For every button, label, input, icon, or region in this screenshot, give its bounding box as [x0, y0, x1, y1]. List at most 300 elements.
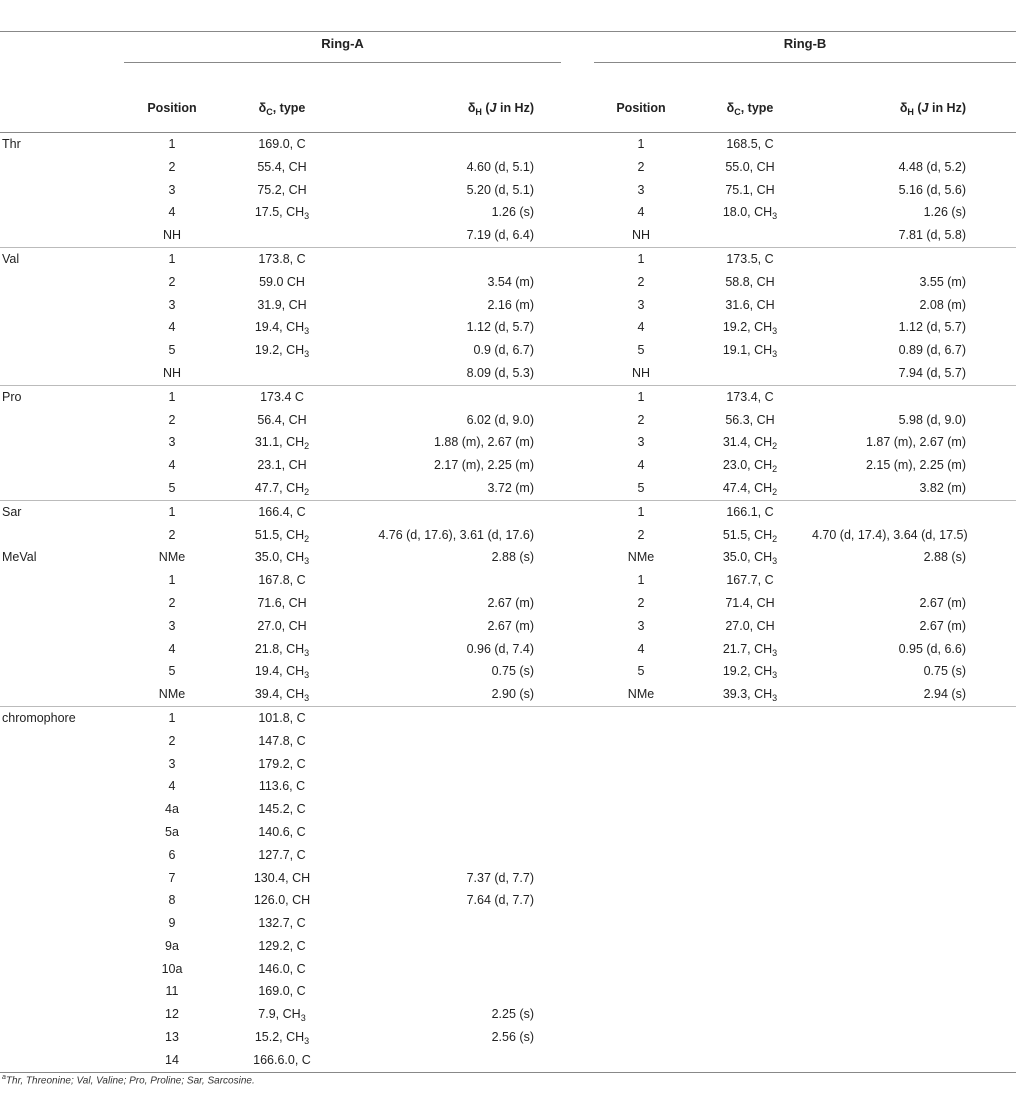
dh-a-cell: 2.17 (m), 2.25 (m)	[433, 458, 534, 473]
footnote-text: Thr, Threonine; Val, Valine; Pro, Proline; Sar, Sarcosine.	[5, 1075, 255, 1087]
position-a-cell: 2	[168, 274, 176, 289]
col-dc-b: $\delta_C$, type	[688, 84, 812, 133]
position-b-cell: 2	[637, 412, 645, 427]
position-b-cell: 2	[637, 595, 645, 610]
dh-b-cell: 4.70 (d, 17.4), 3.64 (d, 17.5)	[812, 527, 968, 542]
group-cell	[0, 179, 124, 202]
position-b-cell: 1	[637, 573, 645, 588]
position-a-cell: 1	[124, 385, 220, 408]
position-b-cell: 2	[637, 527, 645, 542]
group-cell	[0, 1026, 124, 1049]
dc-a-cell: 140.6, C	[258, 824, 306, 839]
dc-b-cell	[688, 1003, 812, 1026]
dc-b-cell	[688, 224, 812, 247]
group-cell	[0, 294, 124, 317]
group-cell	[0, 638, 124, 661]
dh-b-cell	[812, 935, 1016, 958]
position-b-cell: 3	[637, 618, 645, 633]
dc-b-cell: 21.7, $CH_3$	[722, 641, 778, 658]
table-row	[0, 1026, 1016, 1049]
group-cell	[0, 753, 124, 776]
dc-a-cell: 127.7, C	[258, 847, 306, 862]
group-cell	[0, 889, 124, 912]
dh-a-cell: 3.54 (m)	[487, 274, 534, 289]
dc-a-cell: 71.6, CH	[257, 595, 307, 610]
dh-a-cell: 4.60 (d, 5.1)	[466, 159, 534, 174]
position-a-cell: 4a	[165, 802, 179, 817]
group-cell	[0, 409, 124, 432]
group-cell	[0, 935, 124, 958]
dh-a-cell	[344, 775, 594, 798]
col-dc-a: $\delta_C$, type	[220, 84, 344, 133]
dh-a-cell: 7.37 (d, 7.7)	[466, 870, 534, 885]
position-a-cell: 14	[124, 1049, 220, 1072]
position-b-cell: 1	[594, 133, 688, 156]
dc-b-cell: 58.8, CH	[725, 274, 775, 289]
group-cell: Thr	[0, 133, 124, 156]
dc-a-cell: 31.9, CH	[257, 297, 307, 312]
position-a-cell: 1	[168, 573, 176, 588]
dh-a-cell: 2.67 (m)	[487, 618, 534, 633]
dh-a-cell: 7.64 (d, 7.7)	[466, 893, 534, 908]
table-row	[0, 362, 1016, 385]
dc-a-cell: 21.8, $CH_3$	[254, 641, 310, 658]
position-b-cell: 4	[637, 458, 645, 473]
dh-b-cell	[812, 889, 1016, 912]
position-b-cell	[594, 730, 688, 753]
dh-b-cell: 7.94 (d, 5.7)	[898, 365, 966, 380]
table-row	[0, 1049, 1016, 1072]
dc-b-cell: 75.1, CH	[725, 182, 775, 197]
dh-b-cell: 2.08 (m)	[919, 297, 966, 312]
dh-b-cell: 0.75 (s)	[923, 664, 966, 679]
dh-b-cell	[812, 821, 1016, 844]
dh-b-cell: 1.87 (m), 2.67 (m)	[865, 435, 966, 450]
dh-b-cell: 2.67 (m)	[919, 595, 966, 610]
dc-a-cell	[220, 224, 344, 247]
dc-a-cell: 51.5, $CH_2$	[254, 527, 310, 544]
group-cell	[0, 844, 124, 867]
position-a-cell: 9a	[165, 938, 179, 953]
table-row	[0, 133, 1016, 156]
table-top-rule	[0, 31, 1016, 32]
dc-a-cell: 15.2, $CH_3$	[254, 1030, 310, 1047]
col-position-a: Position	[124, 84, 220, 133]
dc-b-cell	[688, 821, 812, 844]
dh-a-cell: 1.88 (m), 2.67 (m)	[433, 435, 534, 450]
dc-b-cell: 173.4, C	[688, 385, 812, 408]
position-b-cell	[594, 980, 688, 1003]
position-a-cell: 2	[168, 733, 176, 748]
position-b-cell: 1	[594, 247, 688, 270]
dc-a-cell: 113.6, C	[258, 779, 306, 794]
table-footnote	[2, 1074, 255, 1086]
dc-b-cell	[688, 935, 812, 958]
dc-b-cell	[688, 844, 812, 867]
dc-b-cell	[688, 1026, 812, 1049]
dh-b-cell: 2.88 (s)	[923, 550, 966, 565]
position-a-cell: 2	[168, 595, 176, 610]
dh-a-cell	[344, 798, 594, 821]
table-row	[0, 1003, 1016, 1026]
dc-b-cell: 71.4, CH	[725, 595, 775, 610]
position-a-cell: 13	[165, 1030, 179, 1045]
table-row	[0, 156, 1016, 179]
table-row	[0, 247, 1016, 270]
position-b-cell	[594, 935, 688, 958]
dh-a-cell: 6.02 (d, 9.0)	[466, 412, 534, 427]
group-cell: chromophore	[0, 706, 124, 729]
position-b-cell	[594, 775, 688, 798]
position-a-cell: NMe	[158, 687, 186, 702]
position-a-cell: 1	[124, 500, 220, 523]
table-row	[0, 385, 1016, 408]
position-a-cell: 3	[168, 435, 176, 450]
dh-a-cell: 3.72 (m)	[487, 480, 534, 495]
dc-a-cell: 167.8, C	[258, 573, 306, 588]
nmr-data-table	[0, 36, 1016, 1073]
dc-b-cell: 23.0, $CH_2$	[722, 458, 778, 475]
dh-a-cell: 2.25 (s)	[491, 1007, 534, 1022]
table-row	[0, 569, 1016, 592]
group-cell	[0, 362, 124, 385]
dh-b-cell: 2.94 (s)	[923, 687, 966, 702]
position-a-cell: 4	[168, 779, 176, 794]
dc-a-cell: 7.9, $CH_3$	[258, 1007, 306, 1024]
group-cell	[0, 660, 124, 683]
dc-a-cell: 166.4, C	[220, 500, 344, 523]
group-cell	[0, 912, 124, 935]
dh-a-cell: 0.75 (s)	[491, 664, 534, 679]
dc-b-cell: 31.4, $CH_2$	[722, 435, 778, 452]
dh-a-cell	[344, 980, 594, 1003]
group-cell	[0, 454, 124, 477]
dh-a-cell: 2.56 (s)	[491, 1030, 534, 1045]
dh-a-cell	[344, 935, 594, 958]
dc-b-cell	[688, 362, 812, 385]
dh-a-cell	[344, 753, 594, 776]
position-b-cell: 1	[594, 500, 688, 523]
position-a-cell: 3	[168, 297, 176, 312]
group-cell	[0, 683, 124, 706]
dh-a-cell	[344, 385, 594, 408]
dc-a-cell: 132.7, C	[258, 916, 306, 931]
dh-a-cell: 1.26 (s)	[491, 205, 534, 220]
table-row	[0, 935, 1016, 958]
group-cell	[0, 730, 124, 753]
dc-a-cell: 169.0, C	[258, 984, 306, 999]
dh-a-cell: 8.09 (d, 5.3)	[466, 365, 534, 380]
table-row	[0, 958, 1016, 981]
group-cell	[0, 980, 124, 1003]
dc-b-cell	[688, 775, 812, 798]
col-position-b: Position	[594, 84, 688, 133]
dc-a-cell: 19.4, $CH_3$	[254, 664, 310, 681]
position-a-cell: 5	[168, 480, 176, 495]
dc-b-cell	[688, 706, 812, 729]
dc-a-cell: 55.4, CH	[257, 159, 307, 174]
table-row	[0, 844, 1016, 867]
table-row	[0, 224, 1016, 247]
dc-a-cell: 126.0, CH	[253, 893, 311, 908]
dc-a-cell: 31.1, $CH_2$	[254, 435, 310, 452]
dh-b-cell	[812, 385, 1016, 408]
dh-b-cell	[812, 133, 1016, 156]
position-b-cell: 2	[637, 274, 645, 289]
position-b-cell: 3	[637, 297, 645, 312]
table-row	[0, 660, 1016, 683]
group-cell	[0, 224, 124, 247]
position-b-cell: 4	[637, 320, 645, 335]
group-cell	[0, 477, 124, 500]
dh-b-cell	[812, 1026, 1016, 1049]
dc-b-cell: 19.2, $CH_3$	[722, 664, 778, 681]
position-a-cell: 4	[168, 458, 176, 473]
dc-b-cell: 51.5, $CH_2$	[722, 527, 778, 544]
table-row	[0, 339, 1016, 362]
group-cell	[0, 156, 124, 179]
dc-b-cell: 31.6, CH	[725, 297, 775, 312]
dh-a-cell: 2.90 (s)	[491, 687, 534, 702]
position-a-cell: 1	[124, 706, 220, 729]
dc-b-cell	[688, 912, 812, 935]
dh-a-cell	[344, 844, 594, 867]
table-row	[0, 316, 1016, 339]
position-b-cell	[594, 889, 688, 912]
dc-b-cell: 39.3, $CH_3$	[722, 687, 778, 704]
dh-a-cell	[344, 1049, 594, 1072]
position-b-cell: 5	[637, 343, 645, 358]
dh-a-cell	[344, 912, 594, 935]
position-b-cell	[594, 798, 688, 821]
dc-a-cell: 75.2, CH	[257, 182, 307, 197]
group-cell	[0, 1049, 124, 1072]
dh-a-cell: 5.20 (d, 5.1)	[466, 182, 534, 197]
dc-b-cell: 19.2, $CH_3$	[722, 320, 778, 337]
dc-b-cell: 166.1, C	[688, 500, 812, 523]
table-row	[0, 546, 1016, 569]
position-b-cell: NMe	[627, 550, 655, 565]
position-b-cell: NMe	[627, 687, 655, 702]
dc-a-cell: 101.8, C	[220, 706, 344, 729]
position-a-cell: 2	[168, 527, 176, 542]
table-row	[0, 798, 1016, 821]
position-a-cell: 5	[168, 664, 176, 679]
dc-a-cell: 56.4, CH	[257, 412, 307, 427]
group-header	[0, 84, 124, 133]
dc-a-cell: 173.8, C	[220, 247, 344, 270]
position-a-cell: 9	[168, 916, 176, 931]
dh-b-cell	[812, 1049, 1016, 1072]
dh-a-cell	[344, 958, 594, 981]
dh-a-cell	[344, 821, 594, 844]
column-header-row	[0, 84, 1016, 133]
position-b-cell	[594, 706, 688, 729]
dc-b-cell	[688, 753, 812, 776]
position-b-cell	[594, 958, 688, 981]
dh-a-cell: 0.96 (d, 7.4)	[466, 641, 534, 656]
position-a-cell: 2	[168, 412, 176, 427]
dh-b-cell	[812, 1003, 1016, 1026]
table-row	[0, 524, 1016, 547]
dc-b-cell	[688, 1049, 812, 1072]
dc-b-cell	[688, 889, 812, 912]
dh-a-cell: 0.9 (d, 6.7)	[473, 343, 534, 358]
dc-b-cell: 167.7, C	[726, 573, 774, 588]
position-b-cell: 4	[637, 205, 645, 220]
dc-b-cell	[688, 867, 812, 890]
dc-b-cell: 56.3, CH	[725, 412, 775, 427]
table-row	[0, 615, 1016, 638]
position-a-cell: 5	[168, 343, 176, 358]
dh-a-cell: 4.76 (d, 17.6), 3.61 (d, 17.6)	[378, 527, 534, 542]
dc-b-cell	[688, 730, 812, 753]
dh-a-cell	[344, 730, 594, 753]
group-cell: Val	[0, 247, 124, 270]
position-b-cell	[594, 1003, 688, 1026]
dc-a-cell: 35.0, $CH_3$	[254, 550, 310, 567]
position-b-cell	[594, 912, 688, 935]
dh-b-cell	[812, 867, 1016, 890]
group-cell	[0, 821, 124, 844]
dh-b-cell: 3.55 (m)	[919, 274, 966, 289]
table-row	[0, 294, 1016, 317]
dh-a-cell: 7.19 (d, 6.4)	[466, 228, 534, 243]
dc-b-cell: 19.1, $CH_3$	[722, 343, 778, 360]
position-a-cell: 4	[168, 205, 176, 220]
group-cell	[0, 958, 124, 981]
group-cell	[0, 867, 124, 890]
dh-b-cell: 0.89 (d, 6.7)	[898, 343, 966, 358]
table-row	[0, 889, 1016, 912]
dc-a-cell: 147.8, C	[258, 733, 306, 748]
dh-b-cell	[812, 247, 1016, 270]
dh-a-cell	[344, 247, 594, 270]
dh-a-cell	[344, 706, 594, 729]
table-row	[0, 592, 1016, 615]
position-b-cell: 3	[637, 182, 645, 197]
dh-b-cell	[812, 844, 1016, 867]
position-a-cell: 1	[124, 247, 220, 270]
position-b-cell	[594, 753, 688, 776]
group-cell	[0, 524, 124, 547]
ring-a-heading: Ring-A	[321, 36, 364, 51]
table-row	[0, 912, 1016, 935]
group-cell	[0, 592, 124, 615]
position-a-cell: NH	[162, 365, 182, 380]
dc-b-cell	[688, 980, 812, 1003]
position-b-cell	[594, 1049, 688, 1072]
dc-a-cell: 39.4, $CH_3$	[254, 687, 310, 704]
table-row	[0, 980, 1016, 1003]
position-b-cell: 5	[637, 480, 645, 495]
dc-a-cell: 169.0, C	[220, 133, 344, 156]
position-a-cell: 4	[168, 320, 176, 335]
position-b-cell: 5	[637, 664, 645, 679]
dc-a-cell: 146.0, C	[258, 961, 306, 976]
dh-a-cell: 2.88 (s)	[491, 550, 534, 565]
table-row	[0, 821, 1016, 844]
position-a-cell: 5a	[165, 824, 179, 839]
position-a-cell: 3	[168, 618, 176, 633]
dh-b-cell: 0.95 (d, 6.6)	[898, 641, 966, 656]
position-a-cell: 12	[165, 1007, 179, 1022]
dh-b-cell: 1.12 (d, 5.7)	[898, 320, 966, 335]
position-a-cell: 8	[168, 893, 176, 908]
dh-b-cell	[812, 798, 1016, 821]
position-a-cell: 3	[168, 182, 176, 197]
dc-a-cell: 130.4, CH	[253, 870, 311, 885]
group-cell: Sar	[0, 500, 124, 523]
table-row	[0, 431, 1016, 454]
position-a-cell: 7	[168, 870, 176, 885]
dc-b-cell: 47.4, $CH_2$	[722, 480, 778, 497]
table-row	[0, 638, 1016, 661]
dh-b-cell	[812, 912, 1016, 935]
dc-a-cell: 17.5, $CH_3$	[254, 205, 310, 222]
group-cell	[0, 271, 124, 294]
dc-a-cell: 129.2, C	[258, 938, 306, 953]
dh-b-cell	[812, 753, 1016, 776]
dc-b-cell: 35.0, $CH_3$	[722, 550, 778, 567]
col-dh-a: $\delta_H$ (J in Hz)	[344, 84, 594, 133]
position-b-cell	[594, 821, 688, 844]
position-a-cell: 10a	[161, 961, 183, 976]
dh-b-cell	[812, 980, 1016, 1003]
group-cell	[0, 339, 124, 362]
position-a-cell: 2	[168, 159, 176, 174]
dh-b-cell	[812, 958, 1016, 981]
group-cell	[0, 1003, 124, 1026]
group-cell: Pro	[0, 385, 124, 408]
position-a-cell: NMe	[158, 550, 186, 565]
table-row	[0, 201, 1016, 224]
col-dh-b: $\delta_H$ (J in Hz)	[812, 84, 1016, 133]
position-b-cell: 1	[594, 385, 688, 408]
dh-b-cell	[812, 775, 1016, 798]
group-cell	[0, 775, 124, 798]
dc-b-cell	[688, 798, 812, 821]
dh-b-cell: 5.16 (d, 5.6)	[898, 182, 966, 197]
position-a-cell: 3	[168, 756, 176, 771]
table-row	[0, 706, 1016, 729]
position-a-cell: 1	[124, 133, 220, 156]
position-b-cell	[594, 844, 688, 867]
group-cell	[0, 798, 124, 821]
dc-b-cell: 18.0, $CH_3$	[722, 205, 778, 222]
dc-b-cell: 168.5, C	[688, 133, 812, 156]
dh-b-cell: 2.67 (m)	[919, 618, 966, 633]
dh-b-cell: 1.26 (s)	[923, 205, 966, 220]
position-a-cell: NH	[162, 228, 182, 243]
dc-a-cell: 27.0, CH	[257, 618, 307, 633]
dh-a-cell	[344, 569, 594, 592]
dh-b-cell	[812, 569, 1016, 592]
dh-a-cell: 2.67 (m)	[487, 595, 534, 610]
dc-a-cell: 19.2, $CH_3$	[254, 343, 310, 360]
dh-b-cell: 4.48 (d, 5.2)	[898, 159, 966, 174]
dc-b-cell	[688, 958, 812, 981]
dc-b-cell: 55.0, CH	[725, 159, 775, 174]
dh-a-cell	[344, 133, 594, 156]
dh-b-cell: 2.15 (m), 2.25 (m)	[865, 458, 966, 473]
dc-b-cell: 173.5, C	[688, 247, 812, 270]
dh-b-cell: 5.98 (d, 9.0)	[898, 412, 966, 427]
position-a-cell: 11	[165, 984, 179, 999]
dh-a-cell: 2.16 (m)	[487, 297, 534, 312]
group-cell: MeVal	[2, 550, 37, 565]
group-cell	[0, 615, 124, 638]
